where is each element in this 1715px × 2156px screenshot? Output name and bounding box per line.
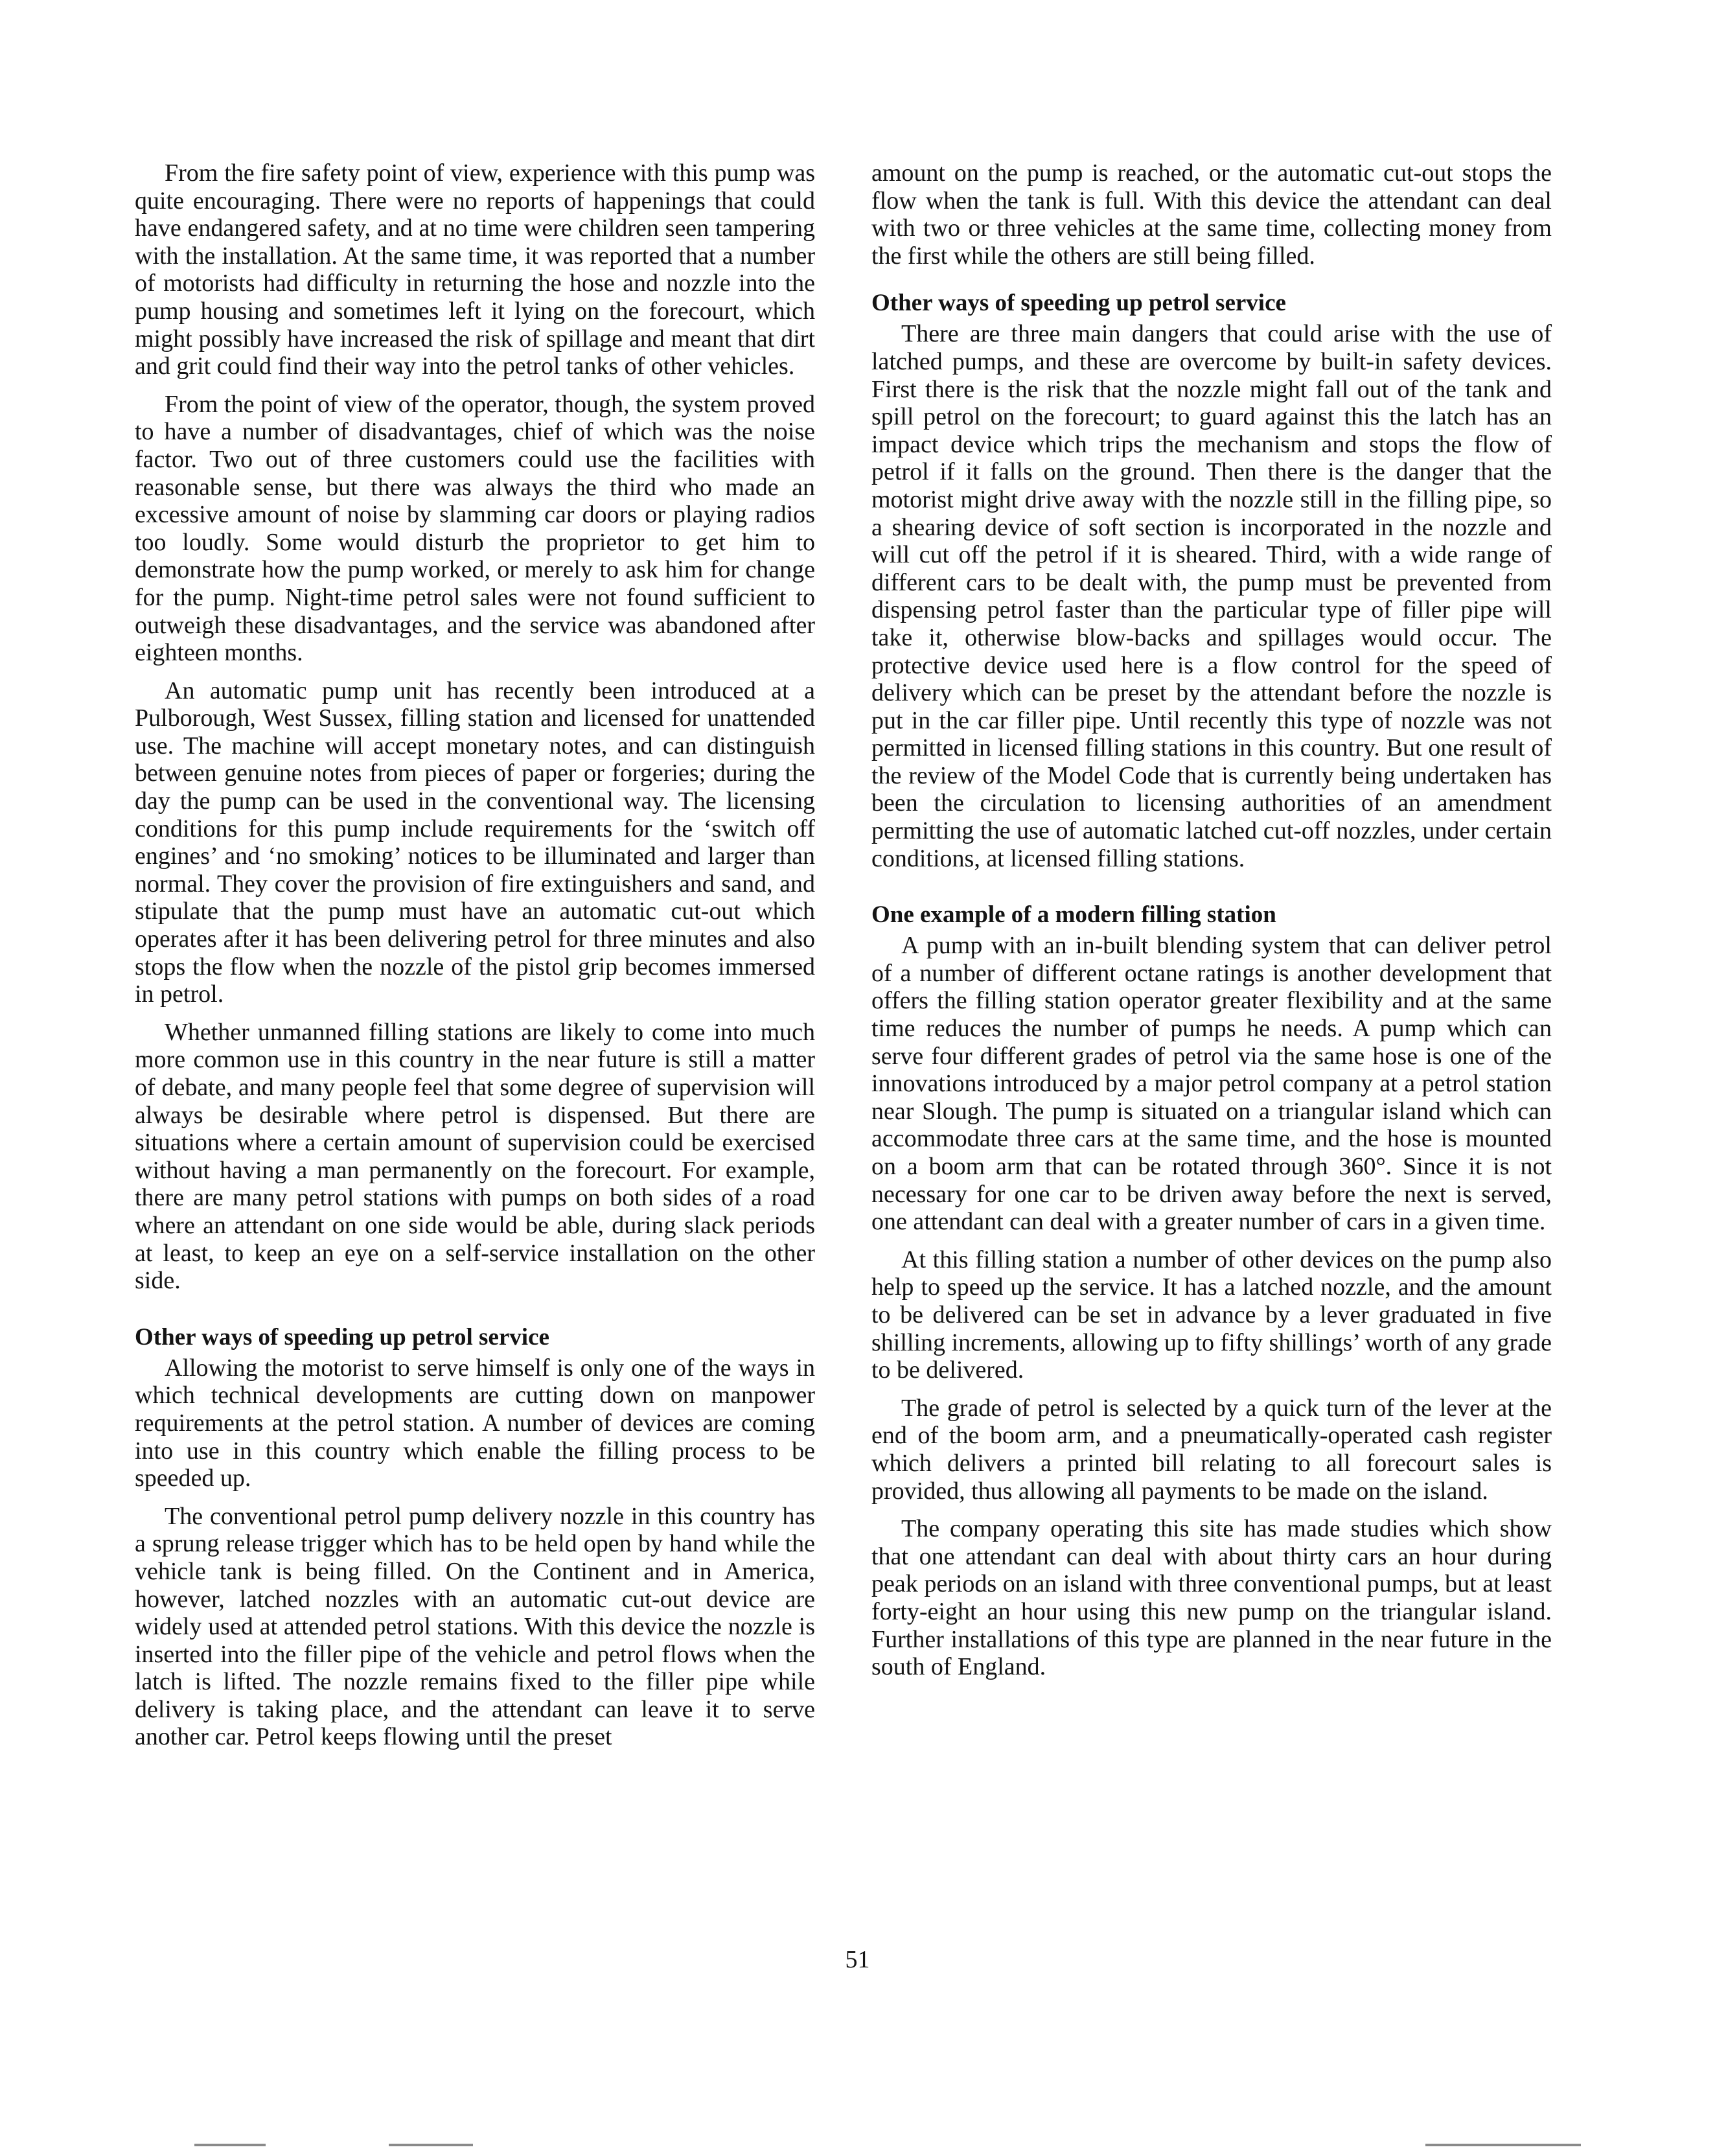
paragraph: A pump with an in-built blending system that can deliver petrol of a number of different octane ratings is another development that offers the filling station operator greater flexibility and at the same time reduces the number of pumps he needs. A pump which can serve four different grades of petrol via the same hose is one of the innovations introduced by a major petrol company at a petrol station near Slough. The pump is situated on a triangular island which can accommodate three cars at the same time, and the hose is mounted on a boom arm that can be rotated through 360°. Since it is not necessary for one car to be driven away before the next is served, one attendant can deal with a greater number of cars in a given time. <box>871 932 1552 1236</box>
paragraph: The company operating this site has made studies which show that one attendant can deal with about thirty cars an hour during peak periods on an island with three conventional pumps, but at least forty-eight an hour using this new pump on the triangular island. Further installations of this type are planned in the near future in the south of England. <box>871 1515 1552 1681</box>
right-column <box>871 159 1552 1691</box>
section-heading: Other ways of speeding up petrol service <box>135 1323 549 1350</box>
paragraph: At this filling station a number of other devices on the pump also help to speed up the service. It has a latched nozzle, and the amount to be delivered can be set in advance by a lever graduated in five shilling increments, allowing up to fifty shillings’ worth of any grade to be delivered. <box>871 1246 1552 1384</box>
section-heading: Other ways of speeding up petrol service <box>871 290 1286 317</box>
paragraph: Allowing the motorist to serve himself is only one of the ways in which technical developments are cutting down on manpower requirements at the petrol station. A number of devices are coming into use in this country which enable the filling process to be speeded up. <box>135 1354 815 1492</box>
left-column <box>135 159 815 1761</box>
paragraph: The grade of petrol is selected by a quick turn of the lever at the end of the boom arm, and a pneumatically-operated cash register which delivers a printed bill relating to all forecourt sales is provided, thus allowing all payments to be made on the island. <box>871 1394 1552 1505</box>
paragraph: The conventional petrol pump delivery nozzle in this country has a sprung release trigger which has to be held open by hand while the vehicle tank is being filled. On the Continent and in America, however, latched nozzles with an automatic cut-out device are widely used at attended petrol stations. With this device the nozzle is inserted into the filler pipe of the vehicle and petrol flows when the latch is lifted. The nozzle remains fixed to the filler pipe while delivery is taking place, and the attendant can leave it to serve another car. Petrol keeps flowing until the preset <box>135 1502 815 1751</box>
scan-edge-mark <box>389 2144 473 2146</box>
paragraph-continued: amount on the pump is reached, or the automatic cut-out stops the flow when the tank is full. With this device the attendant can deal with two or three vehicles at the same time, collecting money from the first while the others are still being filled. <box>871 159 1552 270</box>
paragraph: From the point of view of the operator, though, the system proved to have a number of disadvantages, chief of which was the noise factor. Two out of three customers could use the facilities with reasonable sense, but there was always the third who made an excessive amount of noise by slamming car doors or playing radios too loudly. Some would disturb the proprietor to get him to demonstrate how the pump worked, or merely to ask him for change for the pump. Night-time petrol sales were not found sufficient to outweigh these disadvantages, and the service was abandoned after eighteen months. <box>135 390 815 667</box>
paragraph: Whether unmanned filling stations are likely to come into much more common use in this country in the near future is still a matter of debate, and many people feel that some degree of supervision will always be desirable where petrol is dispensed. But there are situations where a certain amount of supervision could be exercised without having a man permanently on the forecourt. For example, there are many petrol stations with pumps on both sides of a road where an attendant on one side would be able, during slack periods at least, to keep an eye on a self-service installation on the other side. <box>135 1018 815 1295</box>
paragraph: An automatic pump unit has recently been introduced at a Pulborough, West Sussex, filling station and licensed for unattended use. The machine will accept monetary notes, and can distinguish between genuine notes from pieces of paper or forgeries; during the day the pump can be used in the conventional way. The licensing conditions for this pump include requirements for the ‘switch off engines’ and ‘no smoking’ notices to be illuminated and larger than normal. They cover the provision of fire extinguishers and sand, and stipulate that the pump must have an automatic cut-out which operates after it has been delivering petrol for three minutes and also stops the flow when the nozzle of the pistol grip becomes immersed in petrol. <box>135 677 815 1008</box>
page-number: 51 <box>845 1946 870 1973</box>
paragraph: There are three main dangers that could arise with the use of latched pumps, and these are overcome by built-in safety devices. First there is the risk that the nozzle might fall out of the tank and spill petrol on the forecourt; to guard against this the latch has an impact device which trips the mechanism and stops the flow of petrol if it falls on the ground. Then there is the danger that the motorist might drive away with the nozzle still in the filling pipe, so a shearing device of soft section is incorporated in the nozzle and will cut off the petrol if it is sheared. Third, with a wide range of different cars to be dealt with, the pump must be prevented from dispensing petrol faster than the particular type of filler pipe will take it, otherwise blow-backs and spillages would occur. The protective device used here is a flow control for the speed of delivery which can be preset by the attendant before the nozzle is put in the car filler pipe. Until recently this type of nozzle was not permitted in licensed filling stations in this country. But one result of the review of the Model Code that is currently being undertaken has been the circulation to licensing authorities of an amendment permitting the use of automatic latched cut-off nozzles, under certain conditions, at licensed filling stations. <box>871 320 1552 872</box>
section-heading: One example of a modern filling station <box>871 901 1276 929</box>
paragraph: From the fire safety point of view, experience with this pump was quite encouraging. There were no reports of happenings that could have endangered safety, and at no time were children seen tampering with the installation. At the same time, it was reported that a number of motorists had difficulty in returning the hose and nozzle into the pump housing and sometimes left it lying on the forecourt, which might possibly have increased the risk of spillage and meant that dirt and grit could find their way into the petrol tanks of other vehicles. <box>135 159 815 380</box>
scan-edge-mark <box>1425 2144 1581 2146</box>
scan-edge-mark <box>194 2144 266 2146</box>
